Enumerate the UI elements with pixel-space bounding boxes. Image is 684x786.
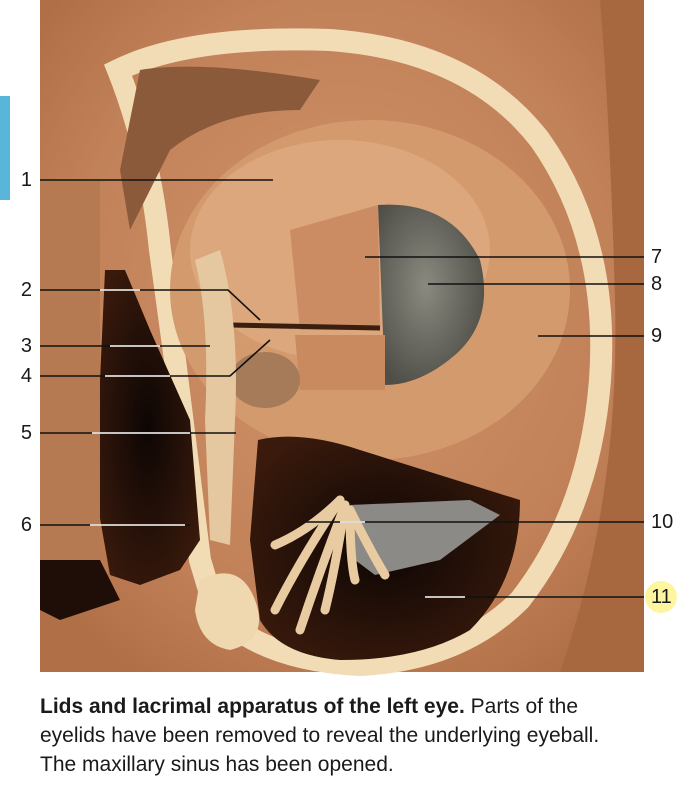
figure-caption (40, 692, 640, 779)
label-10: 10 (651, 511, 674, 533)
label-6: 6 (20, 514, 32, 536)
caption-title: Lids and lacrimal apparatus of the left eye. (40, 695, 465, 718)
palpebral-fissure (230, 325, 380, 328)
lacrimal-sac-region (230, 352, 300, 408)
label-4: 4 (20, 365, 32, 387)
label-9: 9 (651, 325, 663, 347)
caption-body: Parts of the eyelids have been removed to reveal the underlying eyeball. The maxillary sinus has been opened. (40, 695, 600, 776)
label-5: 5 (20, 422, 32, 444)
label-1: 1 (20, 169, 32, 191)
label-2: 2 (20, 279, 32, 301)
label-8: 8 (651, 273, 663, 295)
left-margin-tissue (40, 180, 100, 560)
label-3: 3 (20, 335, 32, 357)
label-11: 11 (651, 586, 672, 608)
label-7: 7 (651, 246, 663, 268)
lower-eyelid-flap (295, 335, 385, 390)
